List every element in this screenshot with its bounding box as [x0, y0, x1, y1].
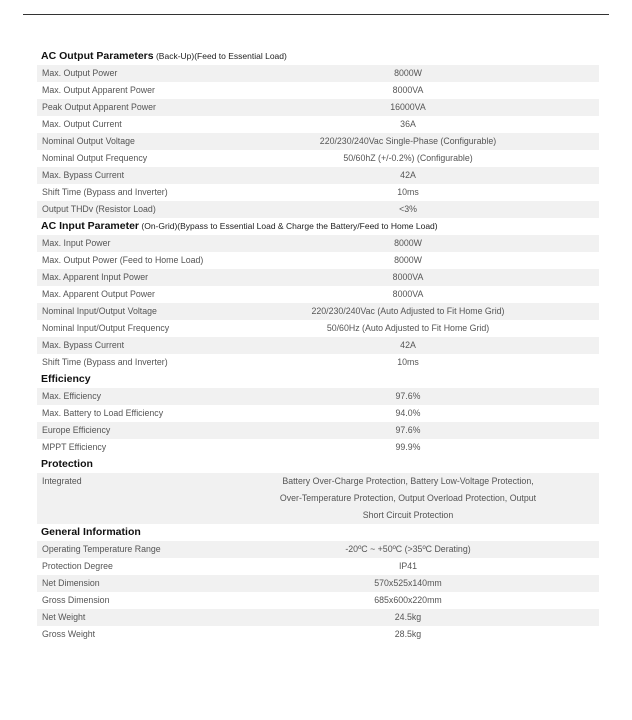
spec-value: 10ms [397, 187, 419, 197]
spec-label: Max. Bypass Current [42, 170, 125, 180]
spec-label: MPPT Efficiency [42, 442, 107, 452]
spec-label: Protection Degree [42, 561, 113, 571]
spec-row [37, 184, 599, 201]
section-header-protection [37, 456, 599, 473]
spec-value: 8000W [394, 255, 422, 265]
spec-label: Europe Efficiency [42, 425, 111, 435]
spec-row [37, 609, 599, 626]
spec-row [37, 269, 599, 286]
top-divider [23, 14, 609, 15]
spec-label: Max. Battery to Load Efficiency [42, 408, 164, 418]
spec-row [37, 303, 599, 320]
spec-row [37, 116, 599, 133]
spec-row [37, 252, 599, 269]
section-title: Efficiency [41, 373, 91, 385]
spec-value: -20ºC ~ +50ºC (>35ºC Derating) [345, 544, 471, 554]
spec-value: 10ms [397, 357, 419, 367]
spec-label: Max. Input Power [42, 238, 111, 248]
spec-row [37, 82, 599, 99]
spec-label: Net Dimension [42, 578, 100, 588]
spec-label: Max. Bypass Current [42, 340, 125, 350]
spec-value: 685x600x220mm [374, 595, 442, 605]
spec-label: Peak Output Apparent Power [42, 102, 156, 112]
spec-label: Operating Temperature Range [42, 544, 161, 554]
spec-row [37, 354, 599, 371]
section-note: (On-Grid)(Bypass to Essential Load & Charge the Battery/Feed to Home Load) [139, 221, 438, 231]
spec-row [37, 167, 599, 184]
spec-value-line: Short Circuit Protection [362, 510, 454, 520]
spec-label: Nominal Output Voltage [42, 136, 135, 146]
spec-row [37, 337, 599, 354]
spec-row [37, 405, 599, 422]
spec-label: Net Weight [42, 612, 86, 622]
section-title: General Information [41, 526, 141, 538]
spec-table [37, 48, 599, 643]
spec-value: IP41 [398, 561, 418, 571]
spec-row [37, 133, 599, 150]
spec-row [37, 558, 599, 575]
spec-row [37, 575, 599, 592]
spec-label: Gross Dimension [42, 595, 110, 605]
section-title: AC Output Parameters [41, 50, 154, 62]
spec-label: Nominal Input/Output Voltage [42, 306, 157, 316]
spec-value-multiline [237, 473, 599, 524]
spec-label: Max. Output Apparent Power [42, 85, 155, 95]
spec-value: 97.6% [395, 425, 421, 435]
spec-row [37, 99, 599, 116]
spec-value: 8000W [394, 68, 422, 78]
spec-row [37, 201, 599, 218]
spec-row [37, 473, 599, 524]
spec-value-line: Over-Temperature Protection, Output Overload Protection, Output [279, 493, 537, 503]
spec-value: 24.5kg [394, 612, 422, 622]
spec-label: Output THDv (Resistor Load) [42, 204, 156, 214]
spec-value: 8000VA [392, 85, 424, 95]
spec-row [37, 422, 599, 439]
spec-row [37, 626, 599, 643]
spec-value: 570x525x140mm [374, 578, 442, 588]
spec-value: 97.6% [395, 391, 421, 401]
spec-row [37, 592, 599, 609]
section-title: AC Input Parameter [41, 220, 140, 232]
spec-value: 28.5kg [394, 629, 422, 639]
spec-value: 94.0% [395, 408, 421, 418]
spec-row [37, 388, 599, 405]
spec-label: Shift Time (Bypass and Inverter) [42, 187, 168, 197]
spec-row [37, 320, 599, 337]
spec-row [37, 235, 599, 252]
spec-value: 220/230/240Vac (Auto Adjusted to Fit Home Grid) [311, 306, 505, 316]
section-header-ac-input [37, 218, 599, 235]
spec-label: Max. Apparent Input Power [42, 272, 149, 282]
spec-label: Shift Time (Bypass and Inverter) [42, 357, 168, 367]
spec-label: Nominal Output Frequency [42, 153, 148, 163]
spec-label: Gross Weight [42, 629, 96, 639]
spec-value: 8000VA [392, 289, 424, 299]
spec-value-line: Battery Over-Charge Protection, Battery Low-Voltage Protection, [282, 476, 534, 486]
spec-row [37, 65, 599, 82]
spec-value: 42A [400, 170, 416, 180]
spec-row [37, 150, 599, 167]
spec-value: 50/60Hz (Auto Adjusted to Fit Home Grid) [326, 323, 490, 333]
section-title: Protection [41, 458, 93, 470]
spec-row [37, 286, 599, 303]
spec-value: 42A [400, 340, 416, 350]
spec-label: Integrated [42, 476, 82, 486]
spec-label: Max. Apparent Output Power [42, 289, 155, 299]
spec-row [37, 439, 599, 456]
spec-value: 99.9% [395, 442, 421, 452]
spec-value: 16000VA [390, 102, 426, 112]
section-note: (Back-Up)(Feed to Essential Load) [153, 51, 287, 61]
spec-label: Max. Output Current [42, 119, 122, 129]
spec-value: 8000W [394, 238, 422, 248]
spec-label: Nominal Input/Output Frequency [42, 323, 170, 333]
spec-value: 8000VA [392, 272, 424, 282]
spec-label: Max. Output Power (Feed to Home Load) [42, 255, 204, 265]
spec-value: <3% [399, 204, 417, 214]
section-header-ac-output [37, 48, 599, 65]
spec-label: Max. Output Power [42, 68, 118, 78]
spec-value: 50/60hZ (+/-0.2%) (Configurable) [343, 153, 473, 163]
section-header-efficiency [37, 371, 599, 388]
spec-row [37, 541, 599, 558]
spec-value: 36A [400, 119, 416, 129]
spec-value: 220/230/240Vac Single-Phase (Configurable) [319, 136, 497, 146]
spec-label: Max. Efficiency [42, 391, 101, 401]
section-header-general-information [37, 524, 599, 541]
